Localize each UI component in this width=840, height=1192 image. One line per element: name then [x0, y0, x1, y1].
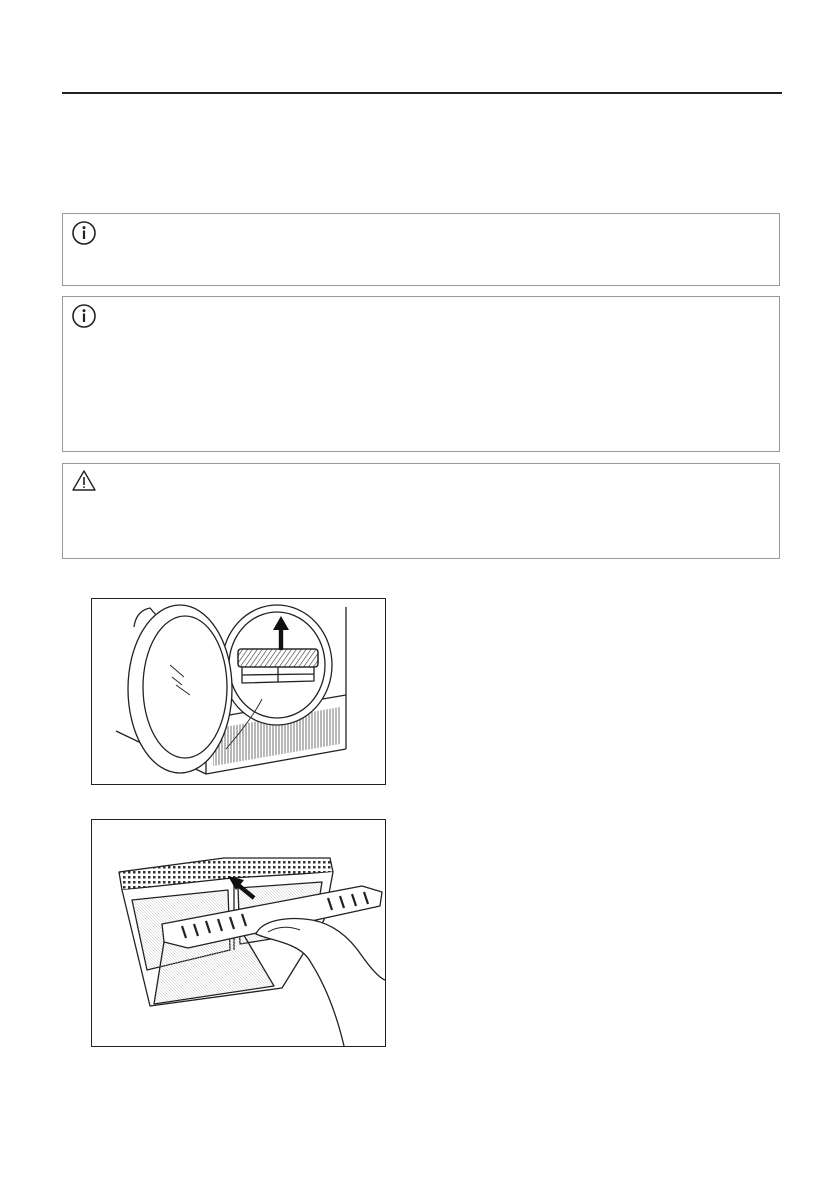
warning-note-box	[62, 463, 780, 559]
figure-dryer-filter-removal	[91, 598, 386, 785]
info-note-box	[62, 213, 780, 286]
dryer-illustration	[92, 599, 385, 784]
section-header-rule	[62, 92, 782, 94]
info-icon	[71, 220, 97, 246]
info-icon	[71, 303, 97, 329]
figure-filter-opening	[91, 819, 386, 1047]
info-note-box	[62, 296, 780, 452]
filter-illustration	[92, 820, 385, 1046]
filter-grip	[238, 649, 318, 667]
warning-icon	[71, 468, 97, 494]
